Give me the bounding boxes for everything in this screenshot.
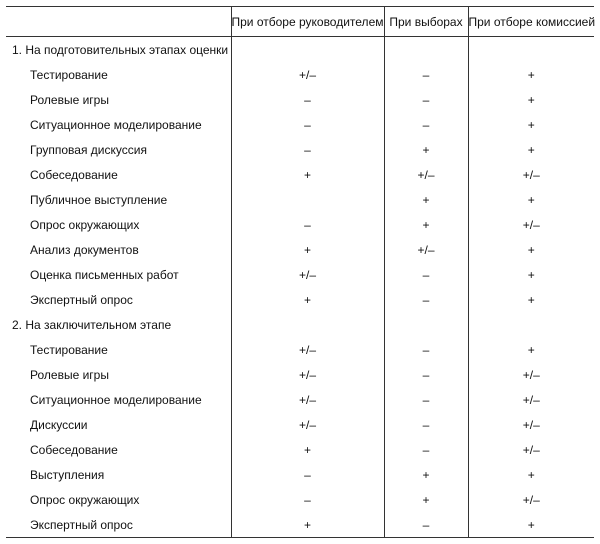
value-by-election-cell bbox=[384, 87, 468, 112]
value-by-commission: + bbox=[527, 342, 535, 357]
value-by-election: + bbox=[422, 192, 430, 207]
value-by-commission-cell bbox=[468, 487, 594, 512]
value-by-manager-cell bbox=[231, 37, 384, 63]
value-by-election: – bbox=[422, 442, 430, 457]
value-by-commission-cell bbox=[468, 162, 594, 187]
value-by-commission: +/– bbox=[522, 492, 540, 507]
value-by-election: – bbox=[422, 67, 430, 82]
value-by-election-cell bbox=[384, 62, 468, 87]
value-by-election: + bbox=[422, 217, 430, 232]
value-by-election-cell bbox=[384, 512, 468, 538]
table-row bbox=[6, 237, 594, 262]
value-by-manager-cell bbox=[231, 87, 384, 112]
value-by-commission: +/– bbox=[522, 167, 540, 182]
method-label: Экспертный опрос bbox=[6, 512, 231, 538]
value-by-manager: – bbox=[304, 92, 311, 107]
value-by-manager: +/– bbox=[298, 392, 316, 407]
value-by-manager: + bbox=[303, 442, 311, 457]
value-by-election: – bbox=[422, 117, 430, 132]
value-by-commission-cell bbox=[468, 312, 594, 337]
value-by-election: + bbox=[422, 467, 430, 482]
method-label: Опрос окружающих bbox=[30, 217, 140, 232]
value-by-election-cell bbox=[384, 362, 468, 387]
value-by-election: – bbox=[422, 367, 430, 382]
value-by-manager-cell bbox=[231, 112, 384, 137]
value-by-commission-cell bbox=[468, 137, 594, 162]
value-by-election-cell bbox=[384, 287, 468, 312]
table-row bbox=[6, 212, 594, 237]
value-by-manager: +/– bbox=[298, 417, 316, 432]
method-label: Ситуационное моделирование bbox=[30, 117, 202, 132]
value-by-election-cell bbox=[384, 262, 468, 287]
method-label: Ролевые игры bbox=[30, 367, 109, 382]
value-by-election-cell bbox=[384, 487, 468, 512]
value-by-election: – bbox=[422, 267, 430, 282]
table-row bbox=[6, 162, 594, 187]
value-by-commission: +/– bbox=[522, 417, 540, 432]
value-by-manager: +/– bbox=[298, 267, 316, 282]
value-by-election-cell bbox=[384, 187, 468, 212]
value-by-election-cell bbox=[384, 37, 468, 63]
value-by-manager-cell bbox=[231, 512, 384, 538]
method-label: Опрос окружающих bbox=[30, 492, 140, 507]
value-by-commission-cell bbox=[468, 112, 594, 137]
value-by-election: +/– bbox=[417, 242, 435, 257]
value-by-manager: + bbox=[303, 517, 311, 532]
value-by-commission: +/– bbox=[522, 217, 540, 232]
value-by-commission-cell bbox=[468, 187, 594, 212]
table-row bbox=[6, 412, 594, 437]
method-label: Экспертный опрос bbox=[30, 292, 133, 307]
value-by-election: – bbox=[422, 292, 430, 307]
value-by-election: – bbox=[422, 517, 430, 532]
method-label: Публичное выступление bbox=[30, 192, 168, 207]
value-by-election-cell bbox=[384, 462, 468, 487]
value-by-commission: + bbox=[527, 267, 535, 282]
value-by-election-cell bbox=[384, 337, 468, 362]
table-row bbox=[6, 487, 594, 512]
value-by-manager-cell bbox=[231, 487, 384, 512]
value-by-commission: + bbox=[527, 467, 535, 482]
value-by-manager: +/– bbox=[298, 67, 316, 82]
header-row bbox=[6, 7, 594, 37]
value-by-election-cell bbox=[384, 237, 468, 262]
value-by-manager: – bbox=[304, 467, 311, 482]
value-by-election-cell bbox=[384, 137, 468, 162]
value-by-manager-cell bbox=[231, 412, 384, 437]
method-label: Ситуационное моделирование bbox=[30, 392, 202, 407]
value-by-manager: – bbox=[304, 117, 311, 132]
table-row bbox=[6, 437, 594, 462]
value-by-election: +/– bbox=[417, 167, 435, 182]
value-by-commission: + bbox=[527, 92, 535, 107]
section-label: 2. На заключительном этапе bbox=[12, 317, 172, 332]
value-by-election: – bbox=[422, 342, 430, 357]
table-row bbox=[6, 137, 594, 162]
method-label: Дискуссии bbox=[30, 417, 88, 432]
value-by-commission: + bbox=[527, 142, 535, 157]
table-body bbox=[6, 37, 594, 538]
value-by-manager: + bbox=[303, 242, 311, 257]
section-label: 1. На подготовительных этапах оценки bbox=[12, 42, 229, 57]
value-by-commission-cell bbox=[468, 287, 594, 312]
method-label: Тестирование bbox=[30, 67, 108, 82]
value-by-manager-cell bbox=[231, 362, 384, 387]
section-row bbox=[6, 312, 594, 337]
value-by-manager-cell bbox=[231, 387, 384, 412]
value-by-commission-cell bbox=[468, 387, 594, 412]
value-by-manager: – bbox=[304, 142, 311, 157]
table-row bbox=[6, 287, 594, 312]
assessment-methods-table-wrapper bbox=[6, 6, 594, 538]
value-by-manager-cell bbox=[231, 337, 384, 362]
value-by-commission: + bbox=[527, 517, 535, 532]
value-by-commission: + bbox=[527, 67, 535, 82]
method-label: Ролевые игры bbox=[30, 92, 109, 107]
value-by-manager-cell bbox=[231, 212, 384, 237]
value-by-commission-cell bbox=[468, 362, 594, 387]
method-label: Выступления bbox=[30, 467, 105, 482]
value-by-election-cell bbox=[384, 112, 468, 137]
header-by-election: При выборах bbox=[384, 7, 468, 37]
value-by-manager-cell bbox=[231, 287, 384, 312]
table-row bbox=[6, 187, 594, 212]
value-by-commission-cell bbox=[468, 512, 594, 538]
method-label: Анализ документов bbox=[30, 242, 139, 257]
value-by-commission-cell bbox=[468, 437, 594, 462]
value-by-election: + bbox=[422, 142, 430, 157]
value-by-manager-cell bbox=[231, 137, 384, 162]
value-by-commission-cell bbox=[468, 37, 594, 63]
table-row bbox=[6, 512, 594, 538]
value-by-manager-cell bbox=[231, 62, 384, 87]
value-by-commission: +/– bbox=[522, 367, 540, 382]
header-by-commission: При отборе комиссией bbox=[468, 7, 594, 37]
assessment-methods-table bbox=[6, 6, 594, 538]
value-by-election-cell bbox=[384, 387, 468, 412]
value-by-commission: + bbox=[527, 292, 535, 307]
value-by-manager: +/– bbox=[298, 342, 316, 357]
value-by-manager: +/– bbox=[298, 367, 316, 382]
value-by-manager: – bbox=[304, 492, 311, 507]
value-by-election-cell bbox=[384, 312, 468, 337]
value-by-commission: +/– bbox=[522, 392, 540, 407]
value-by-commission-cell bbox=[468, 337, 594, 362]
value-by-commission-cell bbox=[468, 62, 594, 87]
method-label: Оценка письменных работ bbox=[30, 267, 179, 282]
table-row bbox=[6, 112, 594, 137]
table-row bbox=[6, 87, 594, 112]
value-by-election: – bbox=[422, 417, 430, 432]
table-row bbox=[6, 62, 594, 87]
value-by-commission: + bbox=[527, 242, 535, 257]
header-method bbox=[6, 7, 231, 37]
value-by-manager-cell bbox=[231, 262, 384, 287]
value-by-commission-cell bbox=[468, 212, 594, 237]
value-by-manager-cell bbox=[231, 437, 384, 462]
value-by-commission-cell bbox=[468, 87, 594, 112]
value-by-manager: + bbox=[303, 167, 311, 182]
header-by-manager: При отборе руководителем bbox=[231, 7, 384, 37]
value-by-commission-cell bbox=[468, 462, 594, 487]
value-by-election: – bbox=[422, 92, 430, 107]
value-by-manager-cell bbox=[231, 237, 384, 262]
value-by-commission-cell bbox=[468, 262, 594, 287]
value-by-commission: +/– bbox=[522, 442, 540, 457]
section-row bbox=[6, 37, 594, 63]
value-by-manager-cell bbox=[231, 462, 384, 487]
table-row bbox=[6, 362, 594, 387]
value-by-election-cell bbox=[384, 212, 468, 237]
table-row bbox=[6, 262, 594, 287]
value-by-manager-cell bbox=[231, 312, 384, 337]
value-by-manager-cell bbox=[231, 187, 384, 212]
table-row bbox=[6, 337, 594, 362]
value-by-commission-cell bbox=[468, 412, 594, 437]
method-label: Собеседование bbox=[30, 167, 118, 182]
method-label: Групповая дискуссия bbox=[30, 142, 147, 157]
method-label: Тестирование bbox=[30, 342, 108, 357]
value-by-election-cell bbox=[384, 162, 468, 187]
value-by-commission: + bbox=[527, 117, 535, 132]
method-label: Собеседование bbox=[30, 442, 118, 457]
table-row bbox=[6, 462, 594, 487]
value-by-election: + bbox=[422, 492, 430, 507]
table-row bbox=[6, 387, 594, 412]
value-by-manager-cell bbox=[231, 162, 384, 187]
value-by-commission-cell bbox=[468, 237, 594, 262]
value-by-manager: – bbox=[304, 217, 311, 232]
value-by-election: – bbox=[422, 392, 430, 407]
value-by-commission: + bbox=[527, 192, 535, 207]
value-by-manager: + bbox=[303, 292, 311, 307]
value-by-election-cell bbox=[384, 412, 468, 437]
value-by-election-cell bbox=[384, 437, 468, 462]
